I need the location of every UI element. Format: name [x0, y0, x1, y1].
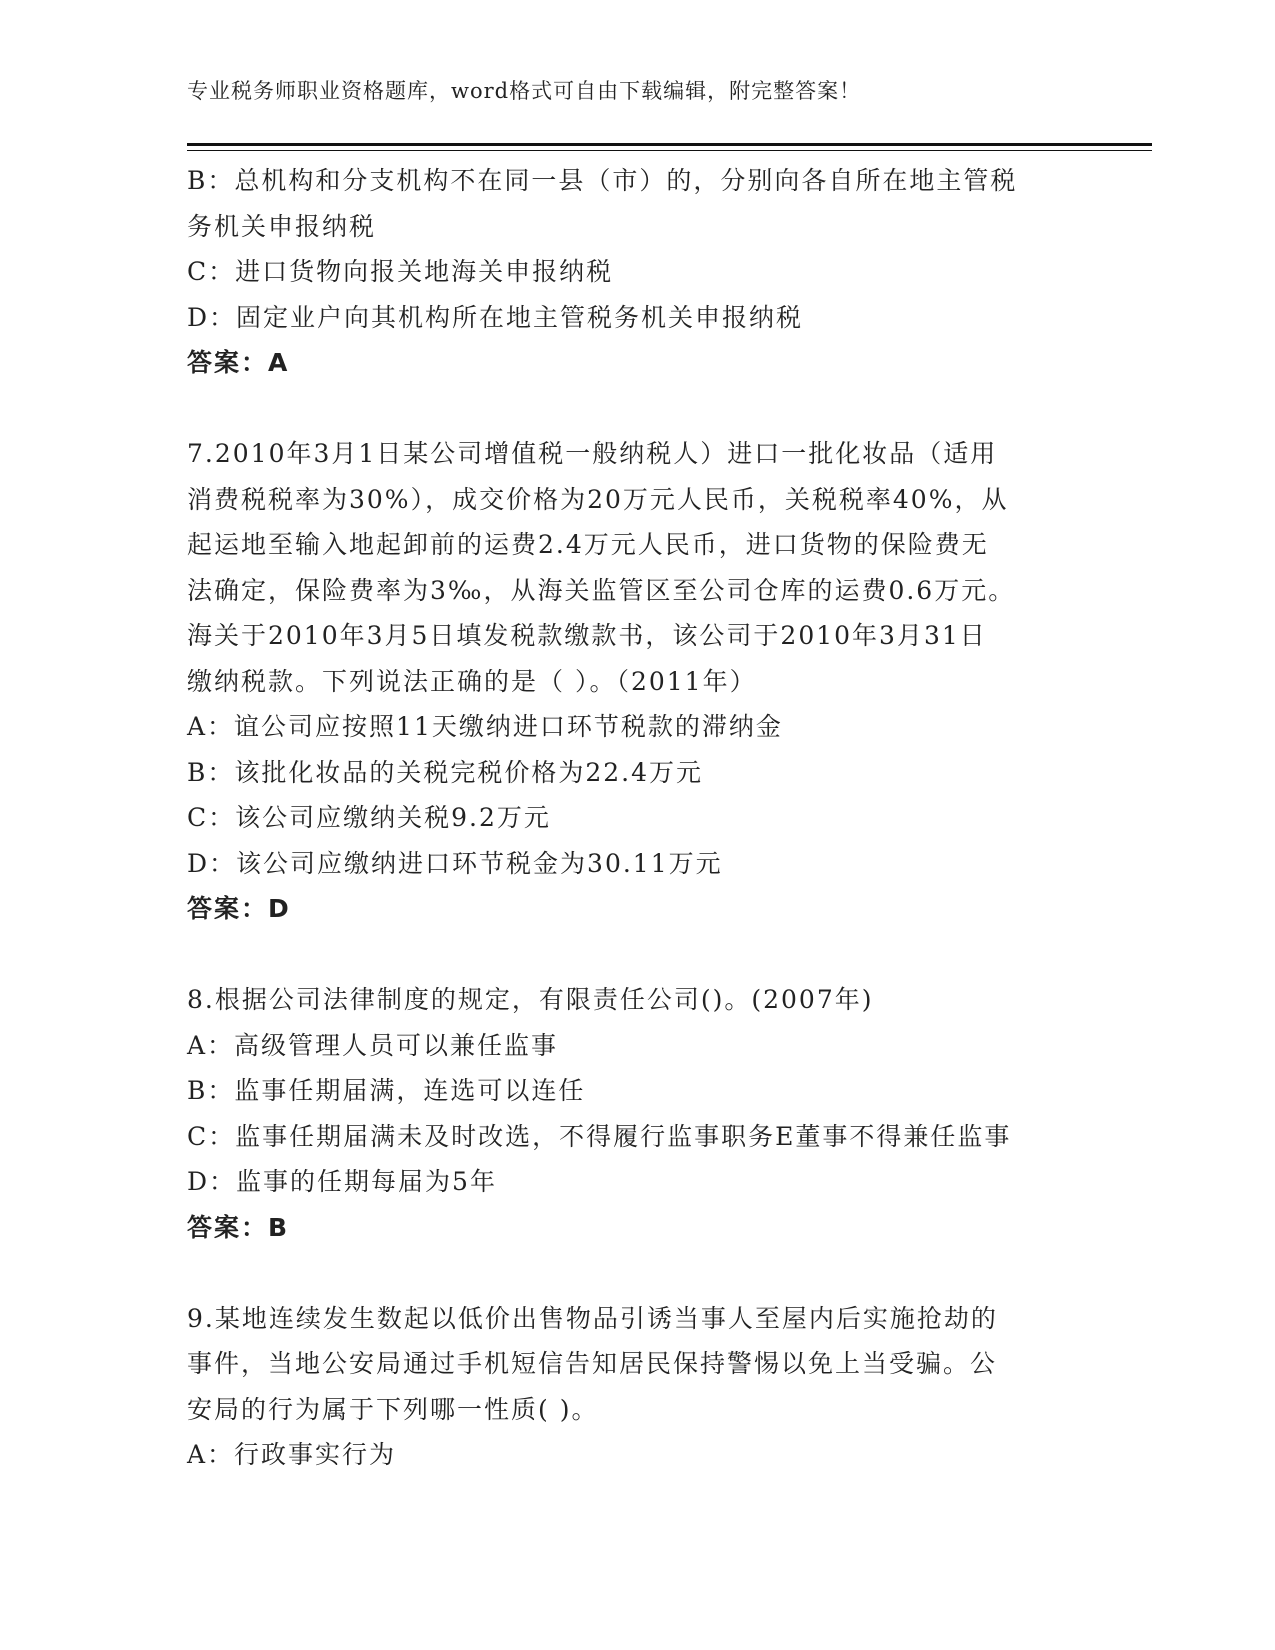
- spacer: [187, 1250, 1087, 1296]
- question-text-line: 海关于2010年3月5日填发税款缴款书，该公司于2010年3月31日: [187, 621, 987, 650]
- question-text-line: 法确定，保险费率为3‰，从海关监管区至公司仓库的运费0.6万元。: [187, 575, 1016, 605]
- question-text-line: 8.根据公司法律制度的规定，有限责任公司()。(2007年): [187, 985, 874, 1014]
- question-content: [187, 158, 1087, 1478]
- question-text-line: 安局的行为属于下列哪一性质( )。: [187, 1394, 599, 1424]
- question-text-line: 7.2010年3月1日某公司增值税一般纳税人）进口一批化妆品（适用: [187, 439, 998, 468]
- option-line: D：监事的任期每届为5年: [187, 1167, 497, 1196]
- option-line: D：该公司应缴纳进口环节税金为30.11万元: [187, 848, 723, 878]
- question-text-line: 缴纳税款。下列说法正确的是（ ）。（2011年）: [187, 666, 757, 696]
- spacer: [187, 386, 1087, 432]
- option-line: B：该批化妆品的关税完税价格为22.4万元: [187, 757, 704, 787]
- option-line: A：行政事实行为: [187, 1440, 397, 1469]
- header-divider-thin: [187, 150, 1152, 151]
- answer-line: 答案：A: [187, 348, 290, 377]
- option-line: C：该公司应缴纳关税9.2万元: [187, 803, 551, 832]
- option-line: D：固定业户向其机构所在地主管税务机关申报纳税: [187, 302, 804, 332]
- answer-line: 答案：B: [187, 1212, 290, 1242]
- option-line: B：总机构和分支机构不在同一县（市）的，分别向各自所在地主管税: [187, 166, 1018, 195]
- option-line: A：谊公司应按照11天缴纳进口环节税款的滞纳金: [187, 712, 783, 741]
- question-text-line: 事件，当地公安局通过手机短信告知居民保持警惕以免上当受骗。公: [187, 1349, 998, 1378]
- header-divider-thick: [187, 143, 1152, 146]
- question-text-line: 9.某地连续发生数起以低价出售物品引诱当事人至屋内后实施抢劫的: [187, 1303, 998, 1333]
- page-header: 专业税务师职业资格题库，word格式可自由下载编辑，附完整答案！: [187, 79, 862, 103]
- option-line: B：监事任期届满，连选可以连任: [187, 1076, 586, 1105]
- option-line: C：进口货物向报关地海关申报纳税: [187, 257, 614, 286]
- question-text-line: 消费税税率为30%），成交价格为20万元人民币，关税税率40%，从: [187, 484, 1009, 514]
- option-line: 务机关申报纳税: [187, 211, 377, 241]
- option-line: A：高级管理人员可以兼任监事: [187, 1030, 559, 1060]
- spacer: [187, 932, 1087, 978]
- answer-line: 答案：D: [187, 894, 291, 923]
- question-text-line: 起运地至输入地起卸前的运费2.4万元人民币，进口货物的保险费无: [187, 530, 989, 559]
- option-line: C：监事任期届满未及时改选，不得履行监事职务E董事不得兼任监事: [187, 1121, 1012, 1151]
